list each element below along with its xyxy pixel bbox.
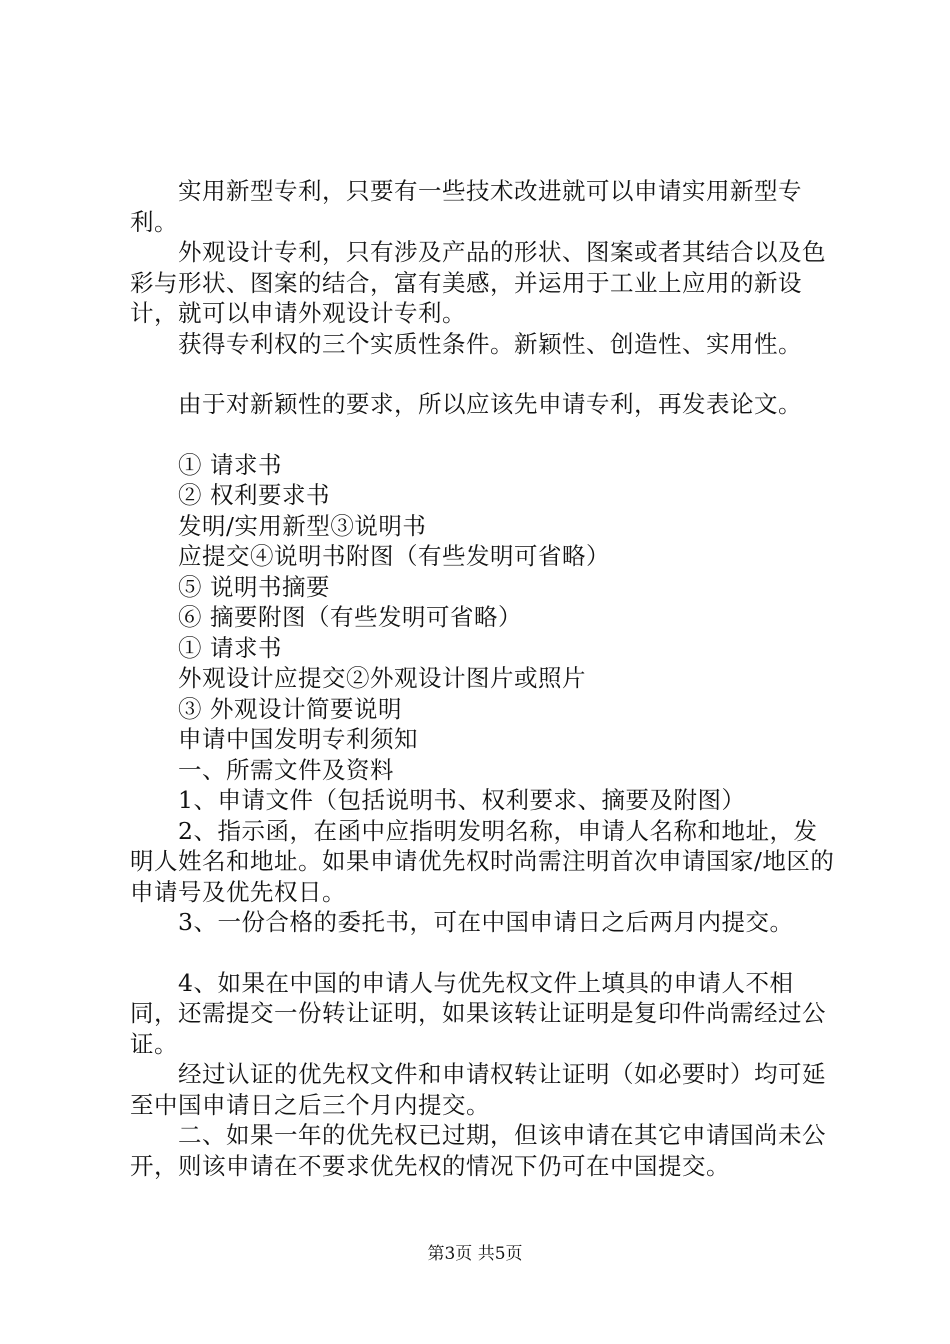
paragraph-priority-documents: 经过认证的优先权文件和申请权转让证明（如必要时）均可延至中国申请日之后三个月内提交。 [130,1060,826,1119]
list-item: 外观设计应提交②外观设计图片或照片 [178,664,586,692]
list-item: ⑤ 说明书摘要 [178,572,330,601]
list-item: ① 请求书 [178,633,282,662]
paragraph-assignment: 4、如果在中国的申请人与优先权文件上填具的申请人不相同，还需提交一份转让证明，如果该转让证明是复印件尚需经过公证。 [130,968,826,1058]
list-item: ③ 外观设计简要说明 [178,694,402,723]
document-list [130,450,835,816]
list-item: ⑥ 摘要附图（有些发明可省略） [178,603,522,631]
paragraph-power-of-attorney: 3、一份合格的委托书，可在中国申请日之后两月内提交。 [178,908,794,936]
list-item: 发明/实用新型③说明书 [178,511,427,540]
list-item: ② 权利要求书 [178,481,330,509]
list-item: ① 请求书 [178,450,282,479]
section-heading: 申请中国发明专利须知 [178,725,418,753]
paragraph-novelty: 由于对新颖性的要求，所以应该先申请专利，再发表论文。 [178,390,802,418]
paragraph-design-patent: 外观设计专利，只有涉及产品的形状、图案或者其结合以及色彩与形状、图案的结合，富有美感，并运用于工业上应用的新设计，就可以申请外观设计专利。 [130,238,826,327]
document-body [130,176,835,1181]
paragraph-instruction-letter: 2、指示函，在函中应指明发明名称，申请人名称和地址，发明人姓名和地址。如果申请优先权时尚需注明首次申请国家/地区的申请号及优先权日。 [130,816,835,906]
list-item: 1、申请文件（包括说明书、权利要求、摘要及附图） [178,786,746,814]
subsection-heading: 一、所需文件及资料 [178,755,394,784]
list-item: 应提交④说明书附图（有些发明可省略） [178,542,610,570]
paragraph-expired-priority: 二、如果一年的优先权已过期，但该申请在其它申请国尚未公开，则该申请在不要求优先权的情况下仍可在中国提交。 [130,1121,826,1180]
paragraph-conditions: 获得专利权的三个实质性条件。新颖性、创造性、实用性。 [178,329,802,358]
page-footer: 第3页 共5页 [427,1244,523,1264]
paragraph-utility-model: 实用新型专利，只要有一些技术改进就可以申请实用新型专利。 [130,177,802,236]
